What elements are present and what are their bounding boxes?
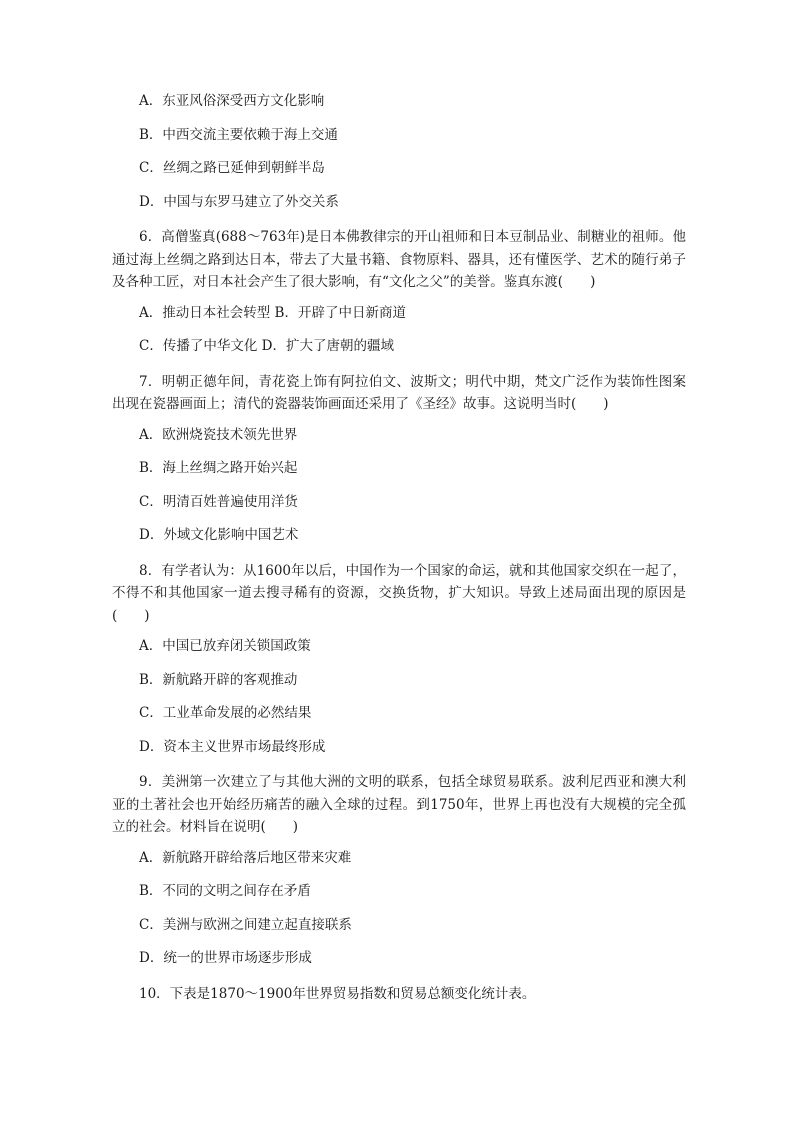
question-7-stem: 7．明朝正德年间，青花瓷上饰有阿拉伯文、波斯文；明代中期，梵文广泛作为装饰性图案出现在瓷器画面上；清代的瓷器装饰画面还采用了《圣经》故事。这说明当时( )	[112, 373, 686, 412]
question-10	[112, 983, 686, 1006]
option-8d: D．资本主义世界市场最终形成	[139, 738, 326, 755]
option-9d: D．统一的世界市场逐步形成	[139, 950, 312, 966]
option-8a: A．中国已放弃闭关锁国政策	[139, 638, 311, 654]
option-6ab: A．推动日本社会转型 B．开辟了中日新商道	[139, 304, 406, 321]
option-7c: C．明清百姓普遍使用洋货	[139, 493, 298, 510]
option-7b: B．海上丝绸之路开始兴起	[139, 460, 298, 476]
question-9	[112, 771, 686, 967]
question-6-stem: 6．高僧鉴真(688～763年)是日本佛教律宗的开山祖师和日本豆制品业、制糖业的祖师。他通过海上丝绸之路到达日本，带去了大量书籍、食物原料、器具，还有懂医学、艺术的随行弟子及各种工匠，对日本社会产生了很大影响，有“文化之父”的美誉。鉴真东渡( )	[112, 229, 686, 290]
option-6cd: C．传播了中华文化 D．扩大了唐朝的疆域	[139, 338, 394, 354]
question-8-stem: 8．有学者认为：从1600年以后，中国作为一个国家的命运，就和其他国家交织在一起了，不得不和其他国家一道去搜寻稀有的资源，交换货物，扩大知识。导致上述局面出现的原因是 ( )	[112, 562, 686, 624]
option-5b: B．中西交流主要依赖于海上交通	[139, 126, 338, 143]
option-5a: A．东亚风俗深受西方文化影响	[139, 93, 325, 109]
option-9c: C．美洲与欧洲之间建立起直接联系	[139, 916, 352, 933]
question-7	[112, 371, 686, 545]
option-7a: A．欧洲烧瓷技术领先世界	[139, 426, 298, 443]
option-8b: B．新航路开辟的客观推动	[139, 671, 298, 688]
question-list	[112, 92, 686, 1015]
option-5d: D．中国与东罗马建立了外交关系	[139, 193, 339, 210]
question-9-stem: 9．美洲第一次建立了与其他大洲的文明的联系，包括全球贸易联系。波利尼西亚和澳大利亚的土著社会也开始经历痛苦的融入全球的过程。到1750年，世界上再也没有大规模的完全孤立的社会。材料旨在说明( )	[112, 774, 686, 835]
question-5-options	[112, 92, 686, 211]
option-7d: D．外域文化影响中国艺术	[139, 527, 299, 543]
question-8	[112, 560, 686, 756]
option-9b: B．不同的文明之间存在矛盾	[139, 883, 311, 899]
option-5c: C．丝绸之路已延伸到朝鲜半岛	[139, 160, 325, 176]
question-6	[112, 226, 686, 355]
question-10-stem: 10．下表是1870～1900年世界贸易指数和贸易总额变化统计表。	[139, 985, 536, 1002]
option-8c: C．工业革命发展的必然结果	[139, 705, 312, 721]
option-9a: A．新航路开辟给落后地区带来灾难	[139, 849, 352, 866]
